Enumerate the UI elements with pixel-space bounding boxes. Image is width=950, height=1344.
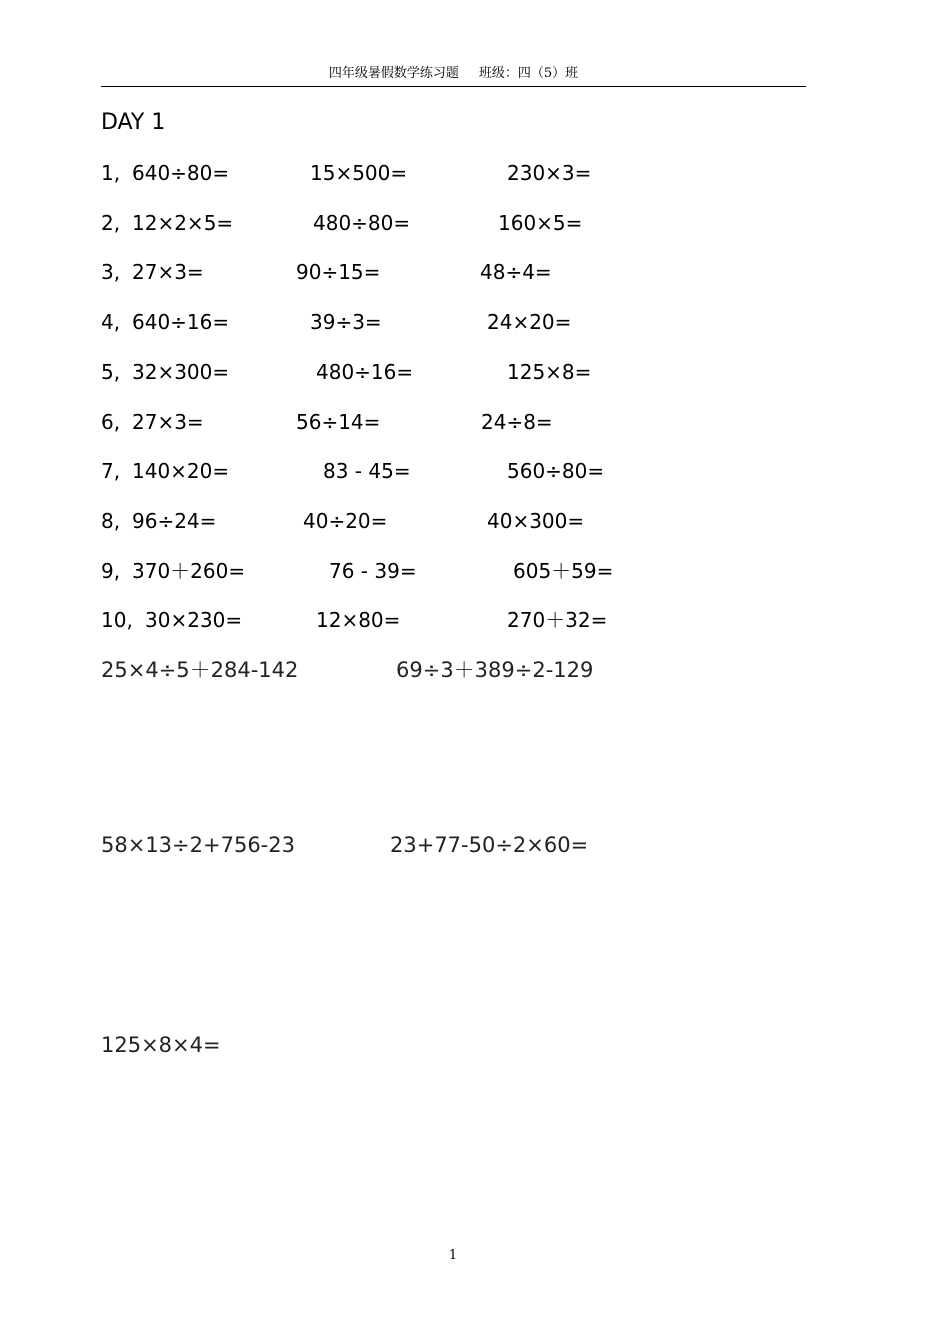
problem-item: 15×500= (310, 161, 408, 185)
problem-number: 8, (101, 509, 121, 533)
problem-item: 48÷4= (480, 260, 552, 284)
problem-item: 39÷3= (310, 310, 382, 334)
problem-row-6 (101, 408, 801, 436)
problem-row-1 (101, 159, 801, 187)
problem-item: 160×5= (498, 211, 583, 235)
mixed-expression: 58×13÷2+756-23 (101, 833, 295, 857)
problem-number: 6, (101, 410, 121, 434)
problem-number: 9, (101, 559, 121, 583)
problem-number: 5, (101, 360, 121, 384)
problem-item: 30×230= (145, 608, 243, 632)
problem-row-10 (101, 606, 801, 634)
problem-item: 125×8= (507, 360, 592, 384)
problem-item: 480÷80= (313, 211, 411, 235)
problem-item: 270＋32= (507, 608, 608, 632)
problem-item: 83 - 45= (323, 459, 411, 483)
problem-item: 24÷8= (481, 410, 553, 434)
day-title: DAY 1 (101, 110, 166, 135)
problem-item: 56÷14= (296, 410, 381, 434)
page-header (101, 64, 806, 87)
problem-row-3 (101, 258, 801, 286)
problem-item: 12×2×5= (132, 211, 234, 235)
problem-item: 27×3= (132, 410, 204, 434)
problem-item: 40÷20= (303, 509, 388, 533)
problem-item: 76 - 39= (329, 559, 417, 583)
problem-item: 605＋59= (513, 559, 614, 583)
problem-item: 90÷15= (296, 260, 381, 284)
problem-row-5 (101, 358, 801, 386)
problem-row-4 (101, 308, 801, 336)
problem-row-2 (101, 209, 801, 237)
problem-number: 1, (101, 161, 121, 185)
problem-item: 32×300= (132, 360, 230, 384)
problem-item: 370＋260= (132, 559, 246, 583)
problem-item: 40×300= (487, 509, 585, 533)
problem-item: 230×3= (507, 161, 592, 185)
problem-item: 12×80= (316, 608, 401, 632)
problem-row-8 (101, 507, 801, 535)
problem-item: 480÷16= (316, 360, 414, 384)
problem-item: 140×20= (132, 459, 230, 483)
problem-number: 3, (101, 260, 121, 284)
problem-row-9 (101, 557, 801, 585)
mixed-expression: 25×4÷5＋284-142 (101, 658, 299, 682)
mixed-expression: 23+77-50÷2×60= (390, 833, 589, 857)
problem-item: 27×3= (132, 260, 204, 284)
problem-item: 24×20= (487, 310, 572, 334)
problem-number: 10, (101, 608, 133, 632)
header-class-label: 班级：四（5）班 (478, 66, 579, 81)
problem-number: 7, (101, 459, 121, 483)
problem-row-7 (101, 457, 801, 485)
problem-number: 4, (101, 310, 121, 334)
header-title: 四年级暑假数学练习题 (328, 66, 459, 81)
page-number: 1 (448, 1248, 458, 1263)
problem-item: 560÷80= (507, 459, 605, 483)
problem-item: 96÷24= (132, 509, 217, 533)
mixed-expression: 69÷3＋389÷2-129 (396, 658, 594, 682)
problem-item: 640÷80= (132, 161, 230, 185)
problem-number: 2, (101, 211, 121, 235)
mixed-expression: 125×8×4= (101, 1033, 221, 1057)
problem-item: 640÷16= (132, 310, 230, 334)
